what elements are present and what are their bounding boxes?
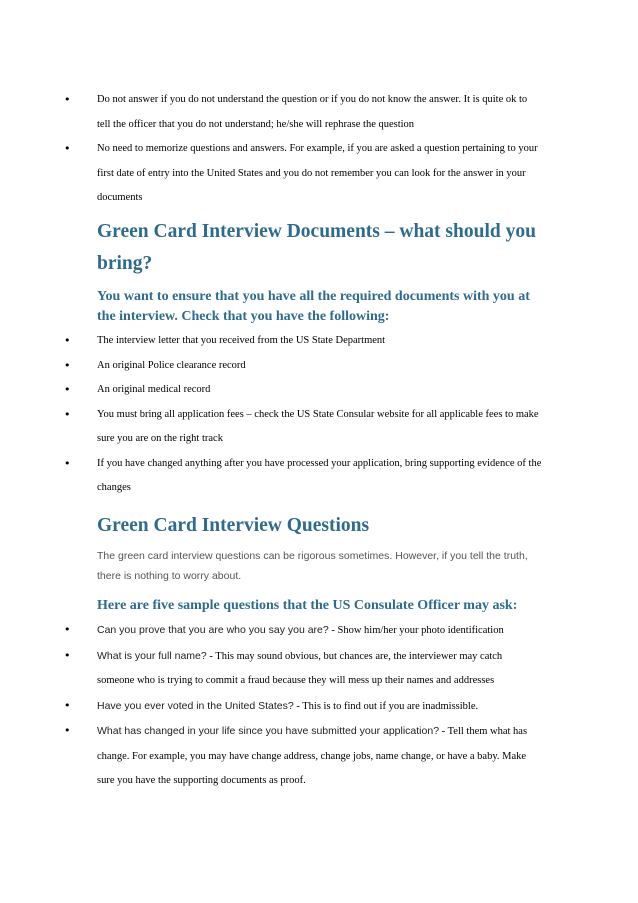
question-text: Have you ever voted in the United States? (97, 699, 294, 712)
list-item-text: Do not answer if you do not understand the question or if you do not know the answer. It is quite ok to tell the officer that you do not understand; he/she will rephrase the question (97, 94, 528, 130)
list-item (0, 719, 638, 794)
top-bullet-list (0, 88, 638, 211)
bullet-icon: • (64, 648, 71, 662)
list-item-text: No need to memorize questions and answers. For example, if you are asked a question pertaining to your first date of entry into the United States and you do not remember you can look for the answer in your documents (97, 143, 538, 203)
question-text: Can you prove that you are who you say you are? (97, 624, 329, 636)
list-item (0, 137, 638, 211)
list-item (0, 694, 638, 720)
bullet-icon: • (64, 358, 71, 372)
list-item-text: If you have changed anything after you have processed your application, bring supporting evidence of the changes (97, 457, 542, 493)
bullet-icon: • (64, 383, 71, 396)
questions-intro: The green card interview questions can be rigorous sometimes. However, if you tell the truth, there is nothing to worry about. (97, 550, 528, 582)
bullet-icon: • (64, 456, 71, 470)
question-text: What has changed in your life since you have submitted your application? (97, 725, 440, 737)
list-item (0, 378, 638, 403)
list-item (0, 354, 638, 379)
list-item-text: An original medical record (97, 384, 211, 395)
questions-heading: Green Card Interview Questions (97, 515, 370, 536)
list-item (0, 452, 638, 501)
documents-heading: Green Card Interview Documents – what should you bring? (97, 221, 536, 274)
questions-list (0, 618, 638, 794)
list-item-text: The interview letter that you received from the US State Department (97, 335, 386, 346)
documents-subheading: You want to ensure that you have all the required documents with you at the interview. Check that you have the following: (97, 289, 530, 324)
list-item (0, 644, 638, 694)
list-item (0, 618, 638, 644)
bullet-icon: • (64, 623, 71, 636)
list-item (0, 329, 638, 354)
documents-section (0, 216, 638, 501)
answer-text: - This is to find out if you are inadmissible. (293, 700, 479, 712)
list-item-text: You must bring all application fees – check the US State Consular website for all applicable fees to make sure you are on the right track (97, 408, 539, 444)
bullet-icon: • (64, 698, 71, 712)
questions-subheading: Here are five sample questions that the US Consulate Officer may ask: (97, 598, 518, 613)
list-item-text: An original Police clearance record (97, 359, 246, 371)
bullet-icon: • (64, 93, 71, 106)
documents-list (0, 329, 638, 501)
bullet-icon: • (64, 724, 71, 737)
answer-text: - This may sound obvious, but chances are, the interviewer may catch someone who is trying to commit a fraud because they will mess up their names and addresses (97, 650, 503, 686)
bullet-icon: • (64, 407, 71, 421)
answer-text: - Tell them what has change. For example, you may have change address, change jobs, name change, or have a baby. Make sure you have the supporting documents as proof. (97, 726, 528, 786)
list-item (0, 88, 638, 137)
question-text: What is your full name? (97, 649, 207, 662)
bullet-icon: • (64, 334, 71, 347)
questions-section (0, 510, 638, 794)
answer-text: - Show him/her your photo identification (328, 625, 504, 636)
list-item (0, 403, 638, 452)
bullet-icon: • (64, 142, 71, 155)
